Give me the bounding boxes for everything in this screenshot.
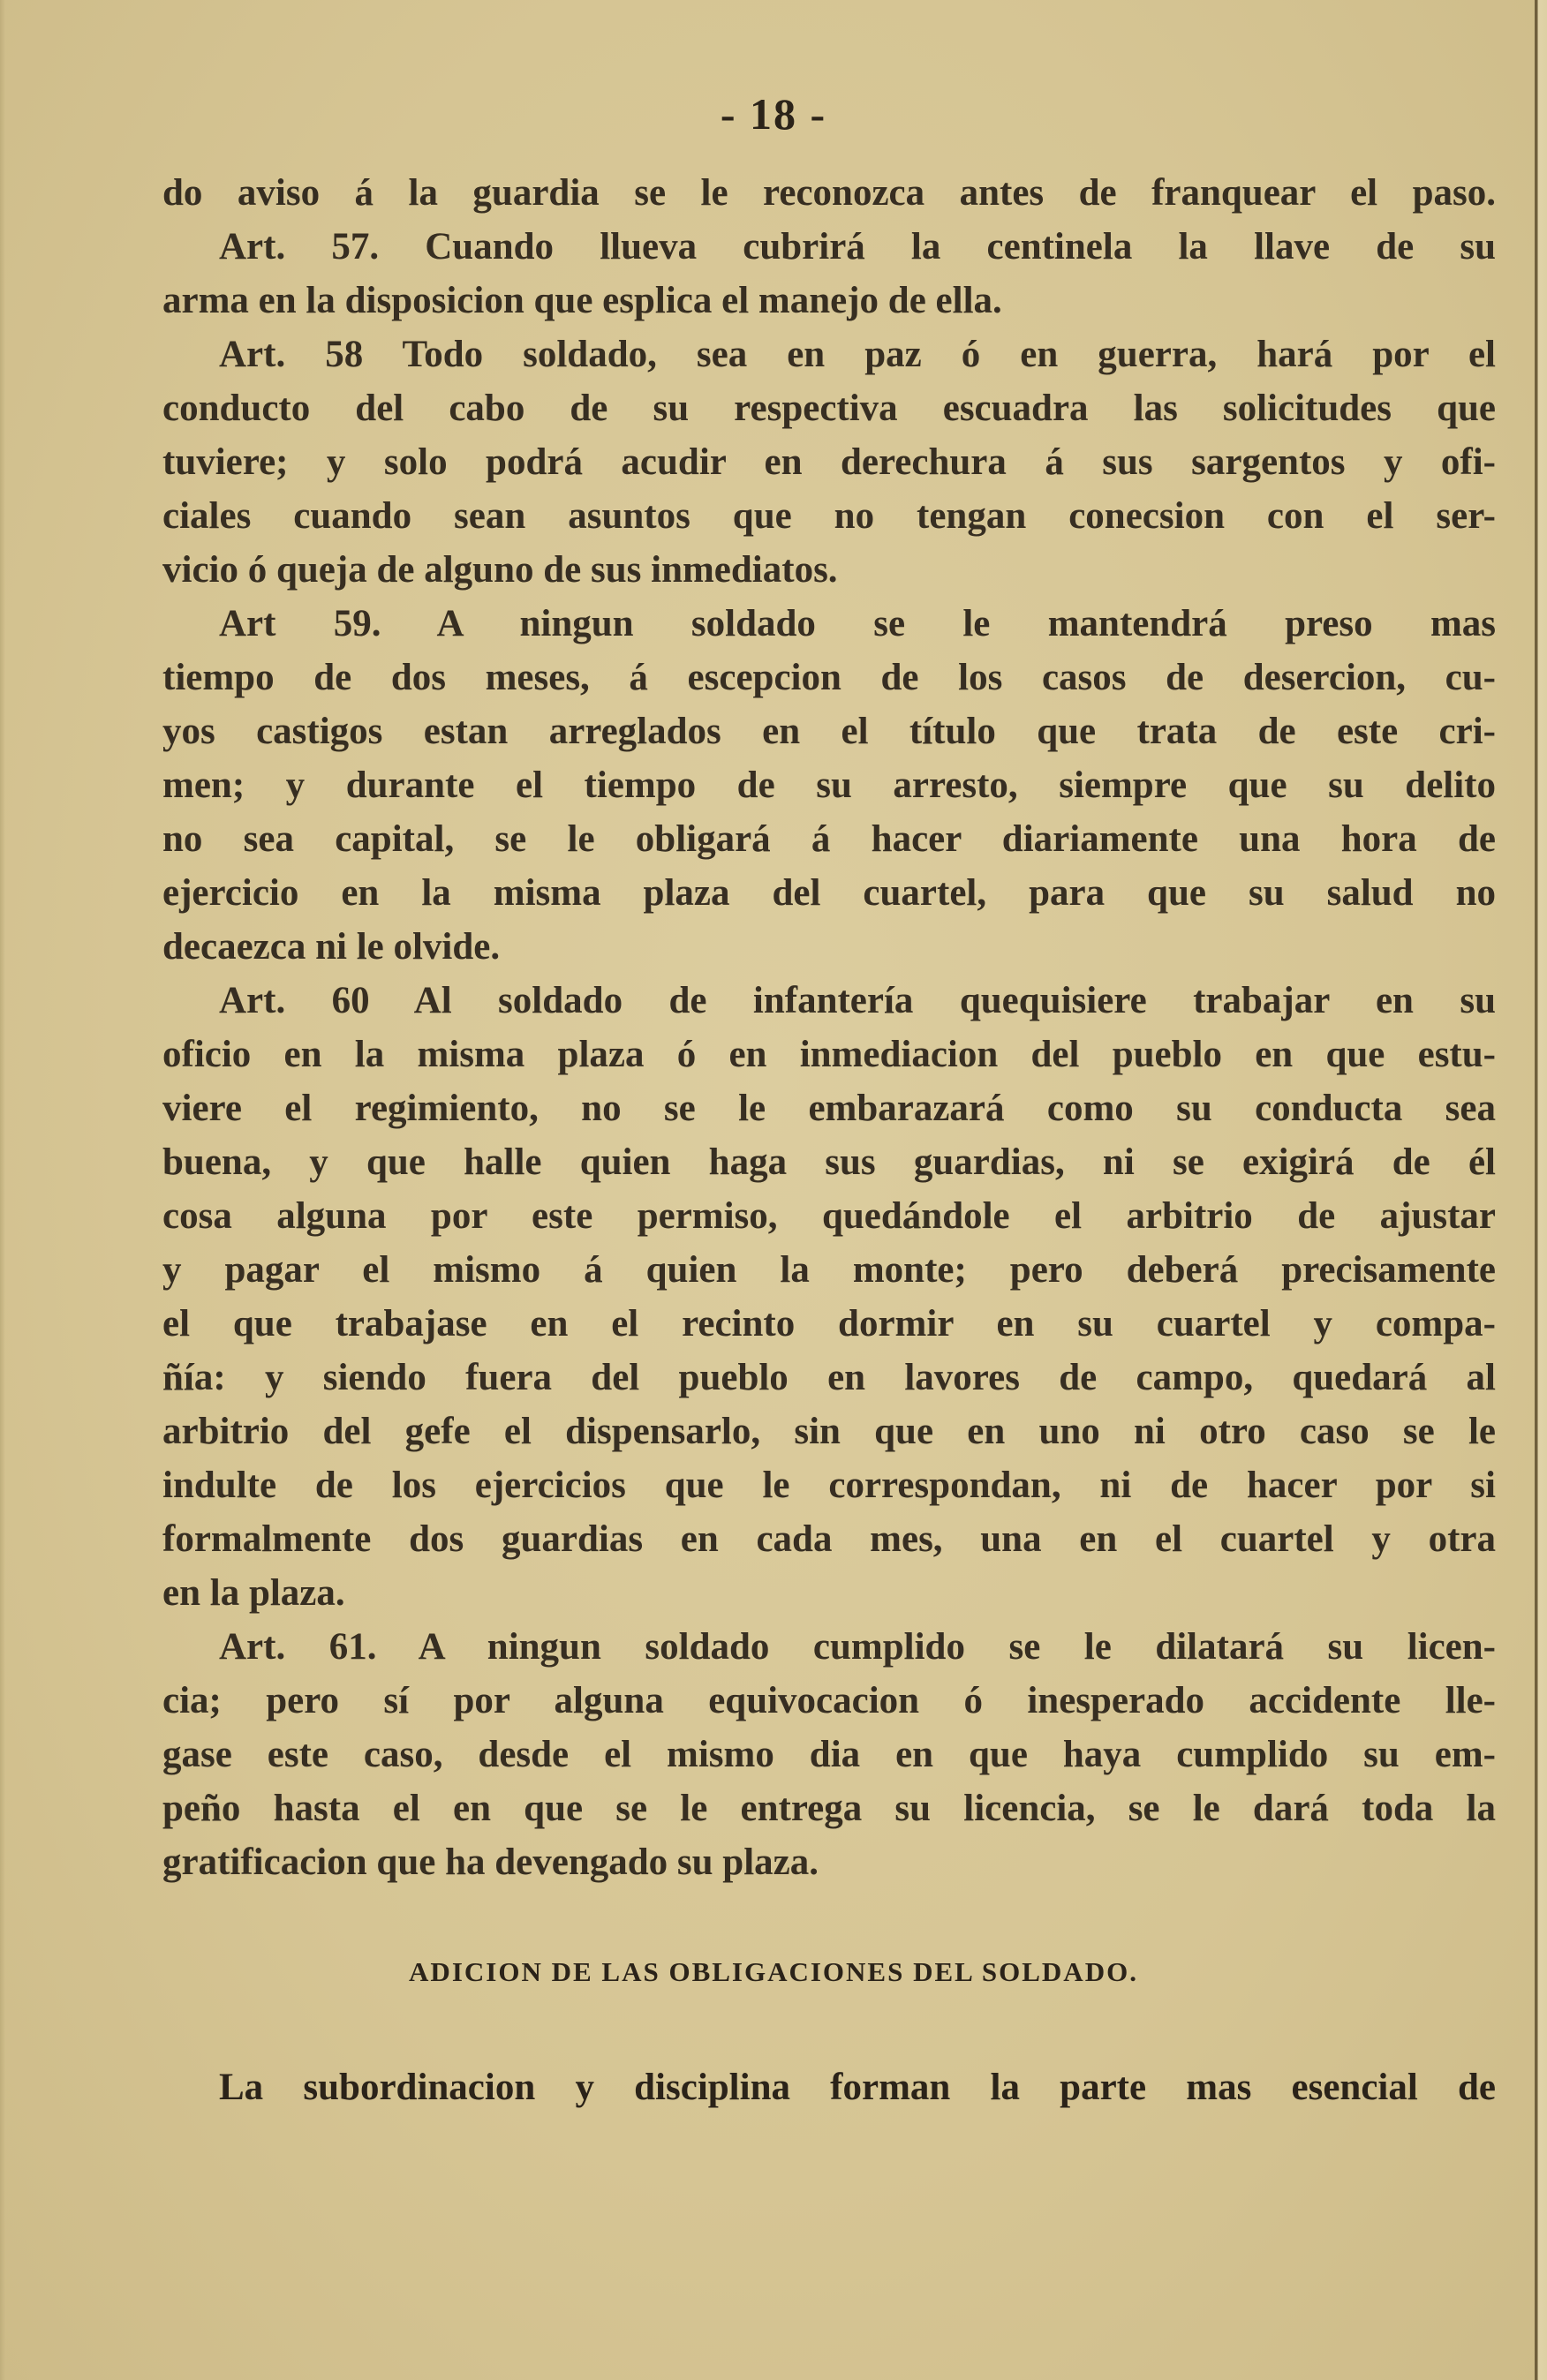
final-paragraph-line: La subordinacion y disciplina forman la parte mas esencial de [219, 2067, 1496, 2108]
text-line: en la plaza. [162, 1572, 345, 1614]
text-line: yos castigos estan arreglados en el título que trata de este cri- [162, 711, 1496, 752]
text-line: indulte de los ejercicios que le correspondan, ni de hacer por si [162, 1465, 1496, 1506]
text-line: gratificacion que ha devengado su plaza. [162, 1841, 819, 1883]
page-right-edge [1535, 0, 1547, 2380]
text-line: viere el regimiento, no se le embarazará como su conducta sea [162, 1088, 1496, 1129]
text-line: ciales cuando sean asuntos que no tengan conecsion con el ser- [162, 495, 1496, 537]
text-line: Art 59. A ningun soldado se le mantendrá preso mas [219, 603, 1496, 644]
page-left-edge [0, 0, 5, 2380]
body-text [162, 166, 1496, 1889]
text-line: arbitrio del gefe el dispensarlo, sin que en uno ni otro caso se le [162, 1411, 1496, 1452]
text-line: conducto del cabo de su respectiva escuadra las solicitudes que [162, 388, 1496, 429]
section-heading: ADICION DE LAS OBLIGACIONES DEL SOLDADO. [409, 1956, 1138, 1987]
text-line: Art. 57. Cuando llueva cubrirá la centinela la llave de su [219, 226, 1496, 267]
text-line: buena, y que halle quien haga sus guardias, ni se exigirá de él [162, 1141, 1496, 1183]
text-line: tiempo de dos meses, á escepcion de los casos de desercion, cu- [162, 657, 1496, 698]
text-line: do aviso á la guardia se le reconozca antes de franquear el paso. [162, 172, 1496, 214]
text-line: gase este caso, desde el mismo dia en que haya cumplido su em- [162, 1734, 1496, 1775]
text-line: vicio ó queja de alguno de sus inmediatos. [162, 549, 838, 591]
text-line: ejercicio en la misma plaza del cuartel, para que su salud no [162, 872, 1496, 914]
text-line: cosa alguna por este permiso, quedándole el arbitrio de ajustar [162, 1195, 1496, 1237]
text-line: Art. 60 Al soldado de infantería quequisiere trabajar en su [219, 980, 1496, 1021]
text-line: men; y durante el tiempo de su arresto, siempre que su delito [162, 764, 1496, 806]
text-line: ñía: y siendo fuera del pueblo en lavores de campo, quedará al [162, 1357, 1496, 1398]
text-line: arma en la disposicion que esplica el manejo de ella. [162, 280, 1002, 321]
text-line: formalmente dos guardias en cada mes, una en el cuartel y otra [162, 1518, 1496, 1560]
text-line: oficio en la misma plaza ó en inmediacion del pueblo en que estu- [162, 1034, 1496, 1075]
text-line: tuviere; y solo podrá acudir en derechura á sus sargentos y ofi- [162, 441, 1496, 483]
text-line: Art. 61. A ningun soldado cumplido se le dilatará su licen- [219, 1626, 1496, 1668]
text-line: cia; pero sí por alguna equivocacion ó inesperado accidente lle- [162, 1680, 1496, 1721]
text-line: no sea capital, se le obligará á hacer diariamente una hora de [162, 818, 1496, 860]
text-line: el que trabajase en el recinto dormir en su cuartel y compa- [162, 1303, 1496, 1344]
text-line: y pagar el mismo á quien la monte; pero deberá precisamente [162, 1249, 1496, 1291]
text-line: decaezca ni le olvide. [162, 926, 501, 968]
page-number: - 18 - [720, 89, 827, 139]
text-line: peño hasta el en que se le entrega su licencia, se le dará toda la [162, 1788, 1496, 1829]
text-line: Art. 58 Todo soldado, sea en paz ó en guerra, hará por el [219, 334, 1496, 375]
